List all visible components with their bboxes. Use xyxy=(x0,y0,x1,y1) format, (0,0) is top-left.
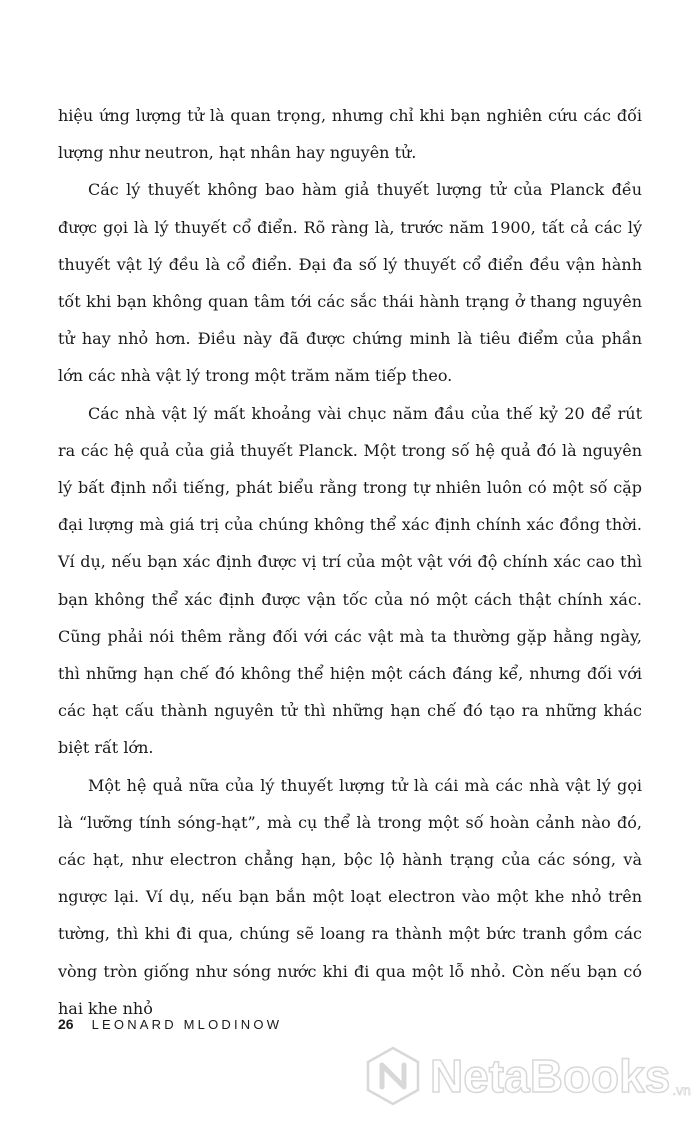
page-footer xyxy=(58,1016,282,1032)
watermark-brand-text: NetaBooks xyxy=(430,1050,671,1102)
body-text xyxy=(58,97,642,1027)
page-number: 26 xyxy=(58,1016,74,1032)
netabooks-logo-icon xyxy=(362,1045,424,1107)
paragraph-continued: hiệu ứng lượng tử là quan trọng, nhưng chỉ khi bạn nghiên cứu các đối lượng như neutron, hạt nhân hay nguyên tử. xyxy=(58,106,642,163)
watermark xyxy=(362,1040,692,1112)
paragraph: Một hệ quả nữa của lý thuyết lượng tử là cái mà các nhà vật lý gọi là “lưỡng tính sóng-hạt”, mà cụ thể là trong một số hoàn cảnh nào đó, các hạt, như electron chẳng hạn, bộc lộ hành trạng của các sóng, và ngược lại. Ví dụ, nếu bạn bắn một loạt electron vào một khe nhỏ trên tường, thì khi đi qua, chúng sẽ loang ra thành một bức tranh gồm các vòng tròn giống như sóng nước khi đi qua một lỗ nhỏ. Còn nếu bạn có hai khe nhỏ xyxy=(58,775,642,1018)
watermark-domain-suffix: .vn xyxy=(672,1082,691,1098)
paragraph: Các lý thuyết không bao hàm giả thuyết lượng tử của Planck đều được gọi là lý thuyết cổ điển. Rõ ràng là, trước năm 1900, tất cả các lý thuyết vật lý đều là cổ điển. Đại đa số lý thuyết cổ điển đều vận hành tốt khi bạn không quan tâm tới các sắc thái hành trạng ở thang nguyên tử hay nhỏ hơn. Điều này đã được chứng minh là tiêu điểm của phần lớn các nhà vật lý trong một trăm năm tiếp theo. xyxy=(58,180,642,386)
running-head-author: LEONARD MLODINOW xyxy=(91,1017,283,1032)
paragraph: Các nhà vật lý mất khoảng vài chục năm đầu của thế kỷ 20 để rút ra các hệ quả của giả thuyết Planck. Một trong số hệ quả đó là nguyên lý bất định nổi tiếng, phát biểu rằng trong tự nhiên luôn có một số cặp đại lượng mà giá trị của chúng không thể xác định chính xác đồng thời. Ví dụ, nếu bạn xác định được vị trí của một vật với độ chính xác cao thì bạn không thể xác định được vận tốc của nó một cách thật chính xác. Cũng phải nói thêm rằng đối với các vật mà ta thường gặp hằng ngày, thì những hạn chế đó không thể hiện một cách đáng kể, nhưng đối với các hạt cấu thành nguyên tử thì những hạn chế đó tạo ra những khác biệt rất lớn. xyxy=(58,403,642,758)
